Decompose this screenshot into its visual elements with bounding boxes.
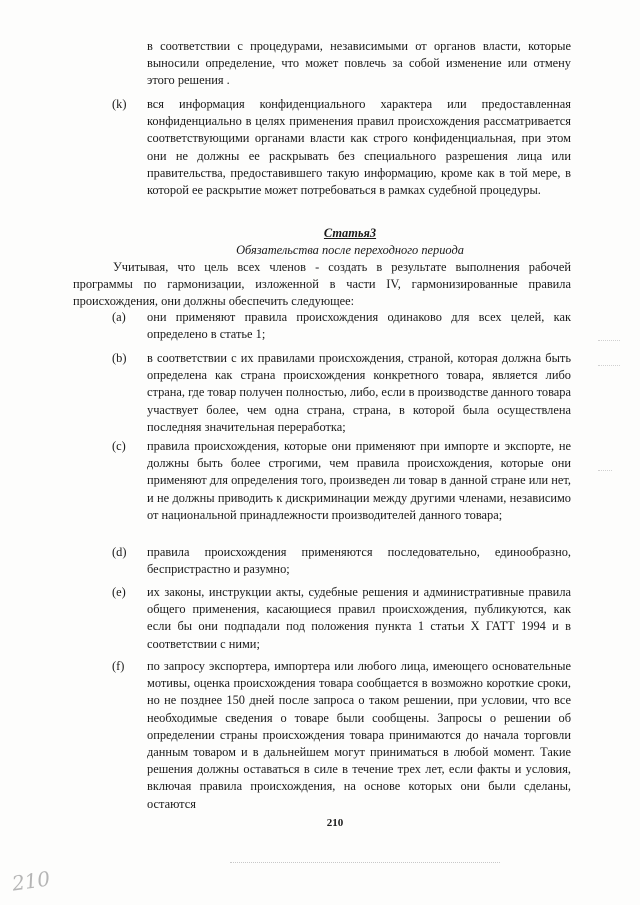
- item-text-e: их законы, инструкции акты, судебные решения и административные правила общего применения, касающиеся правил происхождения, публикуются, как если бы они подпадали под положения пункта 1 статьи X ГАТТ 1994 и в соответствии с ними;: [147, 585, 571, 651]
- item-text-d: правила происхождения применяются последовательно, единообразно, беспристрастно и разумно;: [147, 545, 571, 577]
- item-text-k: вся информация конфиденциального характера или предоставленная конфиденциально в целях применения правил происхождения рассматривается соответствующими органами власти как строго конфиденциальная, при этом они не должны ее раскрывать без специального разрешения лица или правительства, предоставившего такую информацию, кроме как в той мере, в которой ее раскрытие может потребоваться в рамках судебной процедуры.: [147, 97, 571, 198]
- item-text-c: правила происхождения, которые они применяют при импорте и экспорте, не должны быть более строгими, чем правила происхождения, которые они применяют для определения того, произведен ли товар в данной стране или нет, и не должны приводить к дискриминации между другими членами, независимо от национальной принадлежности производителей данного товара;: [147, 439, 571, 522]
- item-marker-a: (a): [112, 310, 126, 324]
- article-subtitle: Обязательства после переходного периода: [236, 243, 464, 257]
- item-marker-f: (f): [112, 659, 125, 673]
- item-marker-k: (k): [112, 97, 127, 111]
- scan-artifact-speck: [598, 365, 620, 368]
- scan-artifact-line: [230, 862, 500, 865]
- paragraph-continuation: в соответствии с процедурами, независимыми от органов власти, которые выносили определение, что может повлечь за собой изменение или отмену этого решения .: [147, 39, 571, 88]
- item-marker-c: (c): [112, 439, 126, 453]
- page-number: 210: [326, 817, 344, 829]
- scan-artifact-speck: [598, 340, 620, 343]
- handwritten-page-number: 210: [10, 866, 52, 896]
- item-text-f: по запросу экспортера, импортера или любого лица, имеющего основательные мотивы, оценка происхождения товара сообщается в возможно короткие сроки, но не позднее 150 дней после запроса о таком решении, при условии, что все необходимые сведения о товаре были сообщены. Запросы о решении об определении страны происхождения товара принимаются до начала торговли данным товаром и в дальнейшем могут приниматься в любой момент. Такие решения должны оставаться в силе в течение трех лет, если факты и условия, включая правила происхождения, на основе которых они были сделаны, остаются: [147, 659, 571, 811]
- item-marker-d: (d): [112, 545, 127, 559]
- article-intro: Учитывая, что цель всех членов - создать в результате выполнения рабочей программы по гармонизации, изложенной в части IV, гармонизированные правила происхождения, они должны обеспечить следующее:: [73, 260, 571, 309]
- scan-artifact-speck: [598, 470, 612, 473]
- item-marker-e: (e): [112, 585, 126, 599]
- item-text-a: они применяют правила происхождения одинаково для всех целей, как определено в статье 1;: [147, 310, 571, 342]
- item-text-b: в соответствии с их правилами происхождения, страной, которая должна быть определена как страна происхождения конкретного товара, является либо страна, где товар получен полностью, либо, если в производстве данного товара участвует более, чем одна страна, страна, в которой была осуществлена последняя значительная переработка;: [147, 351, 571, 434]
- item-marker-b: (b): [112, 351, 127, 365]
- article-title: Статья3: [323, 226, 377, 240]
